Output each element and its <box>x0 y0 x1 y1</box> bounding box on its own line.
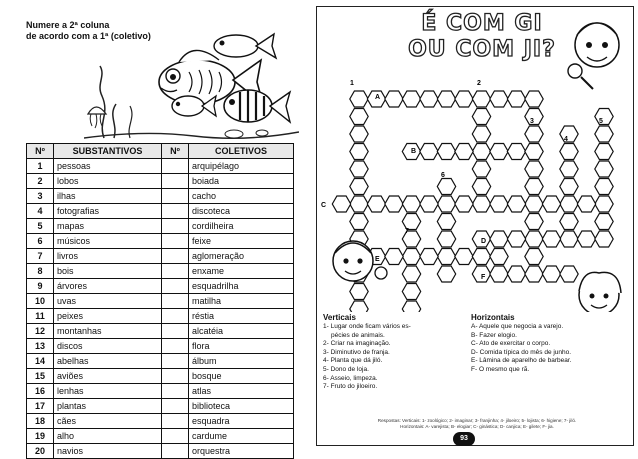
coletivo-cell: aglomeração <box>189 249 294 264</box>
title-line-2: OU COM JI? <box>408 37 556 62</box>
coletivo-cell: réstia <box>189 309 294 324</box>
substantivo-cell: navios <box>54 444 162 459</box>
crossword-cell[interactable] <box>525 91 543 107</box>
vertical-clues-list <box>323 323 463 392</box>
table-row <box>27 369 294 384</box>
clue-label-4: 4 <box>564 136 568 143</box>
crossword-cell[interactable] <box>455 144 473 160</box>
coletivo-cell: álbum <box>189 354 294 369</box>
vertical-clue: 6- Asseio, limpeza. <box>323 374 378 382</box>
crossword-cell[interactable] <box>490 144 508 160</box>
crossword-cell[interactable] <box>542 231 560 247</box>
horizontal-clue: F- O mesmo que rã. <box>471 365 530 373</box>
table-row <box>27 294 294 309</box>
table-row <box>27 339 294 354</box>
answer-number-blank[interactable] <box>162 174 189 189</box>
table-header-row <box>27 144 294 159</box>
answer-number-blank[interactable] <box>162 204 189 219</box>
crossword-cell[interactable] <box>490 231 508 247</box>
crossword-cell[interactable] <box>350 214 368 230</box>
vertical-clue: 2- Criar na imaginação. <box>323 340 391 348</box>
substantivo-cell: uvas <box>54 294 162 309</box>
header-coletivos: COLETIVOS <box>189 144 294 159</box>
table-row <box>27 414 294 429</box>
answer-number-blank[interactable] <box>162 279 189 294</box>
table-row <box>27 159 294 174</box>
crossword-cell[interactable] <box>525 231 543 247</box>
answer-number-blank[interactable] <box>162 294 189 309</box>
table-row <box>27 264 294 279</box>
crossword-cell[interactable] <box>560 161 578 177</box>
row-number: 4 <box>27 204 54 219</box>
girl-illustration <box>579 272 621 312</box>
row-number: 13 <box>27 339 54 354</box>
crossword-cell[interactable] <box>455 196 473 212</box>
crossword-cell[interactable] <box>507 231 525 247</box>
vertical-clue: 1- Lugar onde ficam vários es- <box>323 323 411 330</box>
horizontal-clues <box>471 313 629 375</box>
crossword-cell[interactable] <box>367 196 385 212</box>
hexagon-crossword-grid <box>317 7 633 312</box>
substantivo-cell: discos <box>54 339 162 354</box>
crossword-cell[interactable] <box>595 179 613 195</box>
crossword-cell[interactable] <box>525 161 543 177</box>
coletivo-cell: flora <box>189 339 294 354</box>
crossword-cell[interactable] <box>472 91 490 107</box>
crossword-cell[interactable] <box>525 266 543 282</box>
header-number-1: Nº <box>27 144 54 159</box>
crossword-cell[interactable] <box>490 196 508 212</box>
row-number: 17 <box>27 399 54 414</box>
left-worksheet-page <box>4 6 304 456</box>
answer-number-blank[interactable] <box>162 339 189 354</box>
answer-number-blank[interactable] <box>162 414 189 429</box>
answer-number-blank[interactable] <box>162 384 189 399</box>
crossword-cell[interactable] <box>385 249 403 265</box>
table-row <box>27 249 294 264</box>
clue-label-1: 1 <box>350 80 354 87</box>
crossword-cell[interactable] <box>350 301 368 312</box>
row-number: 11 <box>27 309 54 324</box>
coletivo-cell: bosque <box>189 369 294 384</box>
row-number: 7 <box>27 249 54 264</box>
clue-label-c: C <box>321 202 327 209</box>
row-number: 19 <box>27 429 54 444</box>
coletivo-cell: matilha <box>189 294 294 309</box>
crossword-cell[interactable] <box>595 161 613 177</box>
row-number: 14 <box>27 354 54 369</box>
horizontal-clue: B- Fazer elogio. <box>471 331 517 339</box>
crossword-cell[interactable] <box>350 161 368 177</box>
crossword-cell[interactable] <box>350 109 368 125</box>
vertical-clue: pécies de animais. <box>331 331 385 339</box>
table-row <box>27 204 294 219</box>
substantivo-cell: músicos <box>54 234 162 249</box>
answer-number-blank[interactable] <box>162 324 189 339</box>
vertical-clue: 4- Planta que dá jiló. <box>323 357 383 365</box>
table-body <box>27 159 294 459</box>
coletivo-cell: discoteca <box>189 204 294 219</box>
answer-number-blank[interactable] <box>162 249 189 264</box>
crossword-cell[interactable] <box>507 144 525 160</box>
boy-with-magnifier-illustration <box>568 23 619 89</box>
crossword-cell[interactable] <box>385 91 403 107</box>
clue-label-7: 7 <box>405 228 409 235</box>
substantivo-cell: bois <box>54 264 162 279</box>
vertical-clue: 7- Fruto do jiloeiro. <box>323 383 378 391</box>
crossword-cell[interactable] <box>402 249 420 265</box>
instruction-line-2: de acordo com a 1ª (coletivo) <box>26 31 151 41</box>
table-row <box>27 234 294 249</box>
clue-label-3: 3 <box>530 118 534 125</box>
crossword-cell[interactable] <box>507 196 525 212</box>
coletivo-cell: atlas <box>189 384 294 399</box>
table-row <box>27 384 294 399</box>
substantivo-cell: aviões <box>54 369 162 384</box>
substantivo-cell: mapas <box>54 219 162 234</box>
crossword-cells <box>332 91 613 312</box>
substantivo-cell: cães <box>54 414 162 429</box>
clue-label-2: 2 <box>477 80 481 87</box>
vertical-clue: 3- Diminutivo de franja. <box>323 348 390 356</box>
answer-number-blank[interactable] <box>162 444 189 459</box>
answer-number-blank[interactable] <box>162 429 189 444</box>
coletivo-cell: biblioteca <box>189 399 294 414</box>
crossword-cell[interactable] <box>472 179 490 195</box>
table-row <box>27 219 294 234</box>
coletivo-cell: esquadrilha <box>189 279 294 294</box>
crossword-cell[interactable] <box>420 144 438 160</box>
crossword-cell[interactable] <box>437 266 455 282</box>
crossword-cell[interactable] <box>437 249 455 265</box>
answer-key-line-1: Respostas: Verticais: 1- zoológico; 2- imaginar; 3- franjinha; 4- jiloeiro; 5- lojista; 6- higiene; 7- jiló. <box>377 418 577 423</box>
crossword-cell[interactable] <box>402 301 420 312</box>
crossword-cell[interactable] <box>507 266 525 282</box>
crossword-cell[interactable] <box>525 214 543 230</box>
coletivo-cell: cacho <box>189 189 294 204</box>
crossword-cell[interactable] <box>595 214 613 230</box>
crossword-cell[interactable] <box>525 249 543 265</box>
crossword-cell[interactable] <box>472 126 490 142</box>
crossword-cell[interactable] <box>420 249 438 265</box>
crossword-cell[interactable] <box>472 196 490 212</box>
row-number: 8 <box>27 264 54 279</box>
crossword-cell[interactable] <box>542 266 560 282</box>
answer-number-blank[interactable] <box>162 399 189 414</box>
crossword-cell[interactable] <box>595 196 613 212</box>
coletivo-cell: arquipélago <box>189 159 294 174</box>
crossword-cell[interactable] <box>595 231 613 247</box>
page-number: 93 <box>453 432 475 446</box>
clue-label-b: B <box>411 148 417 155</box>
crossword-cell[interactable] <box>560 266 578 282</box>
horizontal-clue: E- Lâmina de aparelho de barbear. <box>471 357 572 365</box>
crossword-cell[interactable] <box>350 144 368 160</box>
fish-school-illustration <box>84 26 299 141</box>
row-number: 6 <box>27 234 54 249</box>
crossword-cell[interactable] <box>437 91 455 107</box>
substantivo-cell: plantas <box>54 399 162 414</box>
answer-number-blank[interactable] <box>162 219 189 234</box>
row-number: 9 <box>27 279 54 294</box>
table-row <box>27 444 294 459</box>
crossword-cell[interactable] <box>560 179 578 195</box>
substantivo-cell: peixes <box>54 309 162 324</box>
answer-key-line-2: Horizontais: A- varejista; B- elogiar; C- ginástica; D- canjica; E- gilete; F- jia. <box>400 424 554 429</box>
crossword-cell[interactable] <box>455 91 473 107</box>
horizontal-clue: A- Aquele que negocia a varejo. <box>471 323 564 330</box>
crossword-cell[interactable] <box>402 266 420 282</box>
answer-key <box>327 418 627 430</box>
substantivo-cell: ilhas <box>54 189 162 204</box>
substantivo-cell: árvores <box>54 279 162 294</box>
crossword-cell[interactable] <box>560 144 578 160</box>
table-row <box>27 174 294 189</box>
crossword-cell[interactable] <box>560 231 578 247</box>
coletivo-cell: cardume <box>189 429 294 444</box>
table-row <box>27 324 294 339</box>
substantivo-cell: lobos <box>54 174 162 189</box>
row-number: 3 <box>27 189 54 204</box>
clue-label-a: A <box>375 94 381 101</box>
substantivo-cell: abelhas <box>54 354 162 369</box>
row-number: 16 <box>27 384 54 399</box>
crossword-cell[interactable] <box>490 249 508 265</box>
substantivo-cell: montanhas <box>54 324 162 339</box>
answer-number-blank[interactable] <box>162 309 189 324</box>
coletivo-cell: alcatéia <box>189 324 294 339</box>
crossword-cell[interactable] <box>595 126 613 142</box>
crossword-cell[interactable] <box>507 91 525 107</box>
table-row <box>27 189 294 204</box>
answer-number-blank[interactable] <box>162 159 189 174</box>
substantivo-cell: fotografias <box>54 204 162 219</box>
crossword-cell[interactable] <box>420 196 438 212</box>
crossword-cell[interactable] <box>577 231 595 247</box>
crossword-cell[interactable] <box>560 126 578 142</box>
crossword-cell[interactable] <box>472 161 490 177</box>
clue-label-5: 5 <box>599 118 603 125</box>
substantivo-cell: lenhas <box>54 384 162 399</box>
crossword-cell[interactable] <box>595 109 613 125</box>
row-number: 15 <box>27 369 54 384</box>
crossword-cell[interactable] <box>437 214 455 230</box>
header-number-2: Nº <box>162 144 189 159</box>
answer-number-blank[interactable] <box>162 189 189 204</box>
horizontal-clue: D- Comida típica do mês de junho. <box>471 348 572 356</box>
crossword-cell[interactable] <box>385 196 403 212</box>
row-number: 12 <box>27 324 54 339</box>
row-number: 18 <box>27 414 54 429</box>
crossword-cell[interactable] <box>542 196 560 212</box>
vertical-clues-heading: Verticais <box>323 313 356 322</box>
answer-number-blank[interactable] <box>162 234 189 249</box>
crossword-cell[interactable] <box>437 196 455 212</box>
crossword-cell[interactable] <box>437 231 455 247</box>
answer-number-blank[interactable] <box>162 354 189 369</box>
answer-number-blank[interactable] <box>162 264 189 279</box>
coletivo-cell: enxame <box>189 264 294 279</box>
row-number: 5 <box>27 219 54 234</box>
crossword-cell[interactable] <box>595 144 613 160</box>
row-number: 2 <box>27 174 54 189</box>
crossword-cell[interactable] <box>577 196 595 212</box>
crossword-cell[interactable] <box>560 214 578 230</box>
title-line-1: É COM GI <box>421 11 543 36</box>
vertical-clues <box>323 313 463 392</box>
crossword-cell[interactable] <box>437 179 455 195</box>
crossword-cell[interactable] <box>472 249 490 265</box>
clue-label-6: 6 <box>441 172 445 179</box>
crossword-cell[interactable] <box>350 284 368 300</box>
crossword-cell[interactable] <box>350 196 368 212</box>
horizontal-clues-heading: Horizontais <box>471 313 515 322</box>
substantivo-cell: alho <box>54 429 162 444</box>
row-number: 1 <box>27 159 54 174</box>
table-row <box>27 279 294 294</box>
horizontal-clue: C- Ato de exercitar o corpo. <box>471 340 551 348</box>
clue-label-d: D <box>481 238 487 245</box>
coletivo-cell: feixe <box>189 234 294 249</box>
substantivo-cell: livros <box>54 249 162 264</box>
answer-number-blank[interactable] <box>162 369 189 384</box>
coletivo-cell: orquestra <box>189 444 294 459</box>
crossword-cell[interactable] <box>525 144 543 160</box>
crossword-cell[interactable] <box>560 196 578 212</box>
crossword-cell[interactable] <box>490 266 508 282</box>
table-row <box>27 429 294 444</box>
right-crossword-page <box>316 6 634 446</box>
crossword-cell[interactable] <box>525 196 543 212</box>
crossword-cell[interactable] <box>472 144 490 160</box>
crossword-cell[interactable] <box>455 249 473 265</box>
table-row <box>27 354 294 369</box>
vertical-clue: 5- Dono de loja. <box>323 365 369 373</box>
substantivo-cell: pessoas <box>54 159 162 174</box>
crossword-cell[interactable] <box>525 179 543 195</box>
row-number: 20 <box>27 444 54 459</box>
crossword-cell[interactable] <box>402 196 420 212</box>
clue-label-e: E <box>375 256 380 263</box>
coletivo-cell: boiada <box>189 174 294 189</box>
coletivo-cell: esquadra <box>189 414 294 429</box>
crossword-cell[interactable] <box>437 144 455 160</box>
table-row <box>27 399 294 414</box>
crossword-cell[interactable] <box>332 196 350 212</box>
crossword-cell[interactable] <box>490 91 508 107</box>
horizontal-clues-list <box>471 323 629 375</box>
crossword-cell[interactable] <box>402 91 420 107</box>
row-number: 10 <box>27 294 54 309</box>
crossword-cell[interactable] <box>350 179 368 195</box>
instruction-line-1: Numere a 2ª coluna <box>26 20 110 30</box>
crossword-cell[interactable] <box>350 126 368 142</box>
collective-nouns-table <box>26 143 294 459</box>
crossword-cell[interactable] <box>525 126 543 142</box>
crossword-cell[interactable] <box>350 91 368 107</box>
header-substantivos: SUBSTANTIVOS <box>54 144 162 159</box>
clue-label-f: F <box>481 274 486 281</box>
crossword-cell[interactable] <box>525 109 543 125</box>
crossword-cell[interactable] <box>402 284 420 300</box>
coletivo-cell: cordilheira <box>189 219 294 234</box>
crossword-cell[interactable] <box>472 109 490 125</box>
crossword-cell[interactable] <box>420 91 438 107</box>
table-row <box>27 309 294 324</box>
